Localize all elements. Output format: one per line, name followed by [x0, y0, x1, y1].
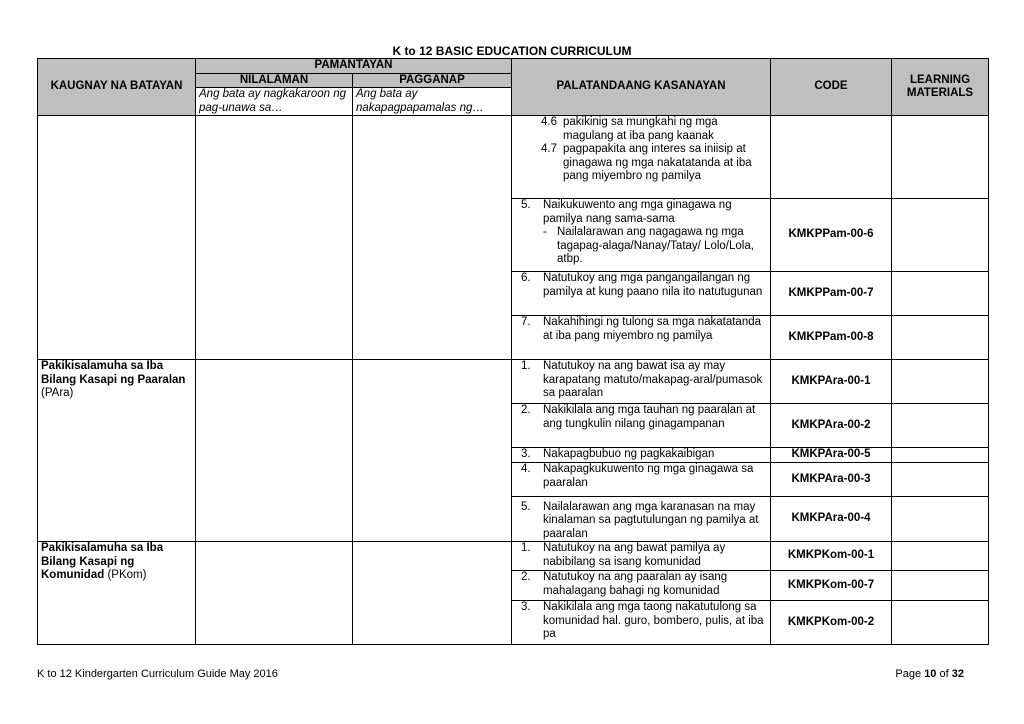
batayan-paaralan: Pakikisalamuha sa Iba Bilang Kasapi ng Paaralan (PAra): [38, 360, 196, 542]
code-cell: KMKPAra-00-1: [771, 360, 892, 404]
list-item: 1. Natutukoy na ang bawat isa ay may karapatang matuto/makapag-aral/pumasok sa paaralan: [521, 360, 763, 399]
list-item: 5. Nailalarawan ang mga karanasan na may kinalaman sa pagtutulungan ng pamilya at paaralan: [521, 500, 759, 540]
list-item: 4.6 pakikinig sa mungkahi ng mga magulang at iba pang kaanak: [541, 116, 718, 142]
materials-cell: [892, 116, 989, 199]
header-palatandaan: PALATANDAANG KASANAYAN: [512, 59, 771, 116]
pagganap-cell: [353, 360, 512, 542]
skill-cell: [512, 497, 771, 542]
table-row: [38, 116, 989, 199]
skill-cell: [512, 601, 771, 645]
code-cell: KMKPKom-00-2: [771, 601, 892, 645]
curriculum-table: [37, 58, 989, 645]
skill-cell: [512, 571, 771, 601]
table-row: [38, 542, 989, 571]
code-cell: KMKPAra-00-4: [771, 497, 892, 542]
materials-cell: [892, 199, 989, 272]
skill-cell: [512, 448, 771, 463]
header-nilalaman: NILALAMAN: [196, 73, 353, 88]
nilalaman-cell: [196, 360, 353, 542]
list-item: 4. Nakapagkukuwento ng mga ginagawa sa paaralan: [521, 463, 754, 489]
list-item: 6. Natutukoy ang mga pangangailangan ng pamilya at kung paano nila ito natutugunan: [521, 272, 763, 298]
batayan-komunidad: Pakikisalamuha sa Iba Bilang Kasapi ng Komunidad (PKom): [38, 542, 196, 645]
list-item: 3. Nakapagbubuo ng pagkakaibigan: [521, 448, 715, 460]
document-title: K to 12 BASIC EDUCATION CURRICULUM: [392, 44, 632, 58]
code-cell: [771, 116, 892, 199]
materials-cell: [892, 601, 989, 645]
header-code: CODE: [771, 59, 892, 116]
header-batayan: KAUGNAY NA BATAYAN: [38, 59, 196, 116]
nilalaman-note: Ang bata ay nagkakaroon ng pag-unawa sa…: [196, 88, 353, 116]
footer-guide-title: K to 12 Kindergarten Curriculum Guide May 2016: [37, 668, 278, 680]
pagganap-cell: [353, 116, 512, 360]
skill-cell: [512, 360, 771, 404]
materials-cell: [892, 542, 989, 571]
skill-cell: [512, 404, 771, 448]
materials-cell: [892, 360, 989, 404]
code-cell: KMKPPam-00-8: [771, 316, 892, 360]
pagganap-note: Ang bata ay nakapagpapamalas ng…: [353, 88, 512, 116]
table-row: [38, 360, 989, 404]
code-cell: KMKPAra-00-2: [771, 404, 892, 448]
header-row-1: [38, 59, 989, 74]
header-learning-materials: LEARNING MATERIALS: [892, 59, 989, 116]
list-item: 5. Naikukuwento ang mga ginagawa ng pamilya nang sama-sama: [521, 199, 732, 225]
code-cell: KMKPPam-00-7: [771, 272, 892, 316]
page-number: Page 10 of 32: [895, 668, 964, 680]
list-item: 3. Nakikilala ang mga taong nakatutulong sa komunidad hal. guro, bombero, pulis, at iba pa: [521, 601, 764, 640]
list-item: - Nailalarawan ang nagagawa ng mga tagapag-alaga/Nanay/Tatay/ Lolo/Lola, atbp.: [543, 226, 754, 265]
code-cell: KMKPPam-00-6: [771, 199, 892, 272]
skill-cell: [512, 199, 771, 272]
list-item: 2. Natutukoy na ang paaralan ay isang mahalagang bahagi ng komunidad: [521, 571, 728, 597]
skill-cell: [512, 542, 771, 571]
materials-cell: [892, 448, 989, 463]
code-cell: KMKPKom-00-1: [771, 542, 892, 571]
skill-cell: [512, 316, 771, 360]
materials-cell: [892, 272, 989, 316]
materials-cell: [892, 463, 989, 497]
list-item: 1. Natutukoy na ang bawat pamilya ay nabibilang sa isang komunidad: [521, 542, 726, 568]
header-pamantayan: PAMANTAYAN: [196, 59, 512, 74]
batayan-cell-empty: [38, 116, 196, 360]
materials-cell: [892, 404, 989, 448]
nilalaman-cell: [196, 116, 353, 360]
code-cell: KMKPKom-00-7: [771, 571, 892, 601]
code-cell: KMKPAra-00-5: [771, 448, 892, 463]
skill-cell: [512, 116, 771, 199]
list-item: 7. Nakahihingi ng tulong sa mga nakatatanda at iba pang miyembro ng pamilya: [521, 316, 762, 342]
skill-cell: [512, 463, 771, 497]
list-item: 2. Nakikilala ang mga tauhan ng paaralan at ang tungkulin nilang ginagampanan: [521, 404, 756, 430]
header-pagganap: PAGGANAP: [353, 73, 512, 88]
pagganap-cell: [353, 542, 512, 645]
skill-cell: [512, 272, 771, 316]
code-cell: KMKPAra-00-3: [771, 463, 892, 497]
materials-cell: [892, 316, 989, 360]
materials-cell: [892, 571, 989, 601]
list-item: 4.7 pagpapakita ang interes sa iniisip at ginagawa ng mga nakatatanda at iba pang miyembro ng pamilya: [541, 143, 752, 182]
nilalaman-cell: [196, 542, 353, 645]
materials-cell: [892, 497, 989, 542]
